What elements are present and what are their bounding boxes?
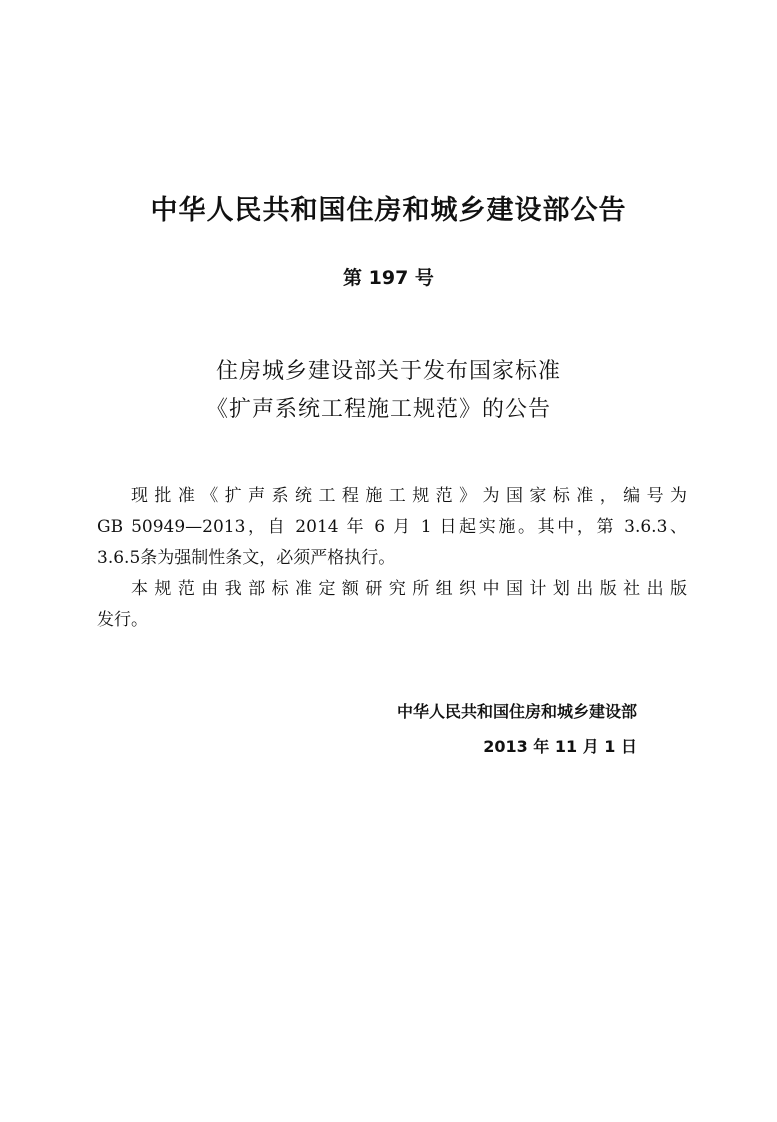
announcement-title: 中华人民共和国住房和城乡建设部公告 — [150, 195, 627, 226]
paragraph-line: 3.6.5条为强制性条文，必须严格执行。 — [97, 548, 396, 568]
issuing-authority: 中华人民共和国住房和城乡建设部 — [396, 702, 637, 721]
issue-date: 2013 年 11 月 1 日 — [483, 737, 637, 756]
paragraph-line: 现批准《扩声系统工程施工规范》为国家标准，编号为 — [131, 486, 687, 506]
paragraph-line: GB 50949—2013，自 2014 年 6 月 1 日起实施。其中，第 3.6.3、 — [97, 517, 687, 537]
subtitle-line-1: 住房城乡建设部关于发布国家标准 — [215, 359, 561, 384]
paragraph-approval — [97, 481, 687, 574]
subtitle-line-2: 《扩声系统工程施工规范》的公告 — [205, 397, 551, 422]
paragraph-line: 发行。 — [97, 610, 148, 630]
announcement-number: 第 197 号 — [343, 267, 434, 289]
paragraph-publication — [97, 574, 687, 636]
paragraph-line: 本规范由我部标准定额研究所组织中国计划出版社出版 — [131, 579, 687, 599]
